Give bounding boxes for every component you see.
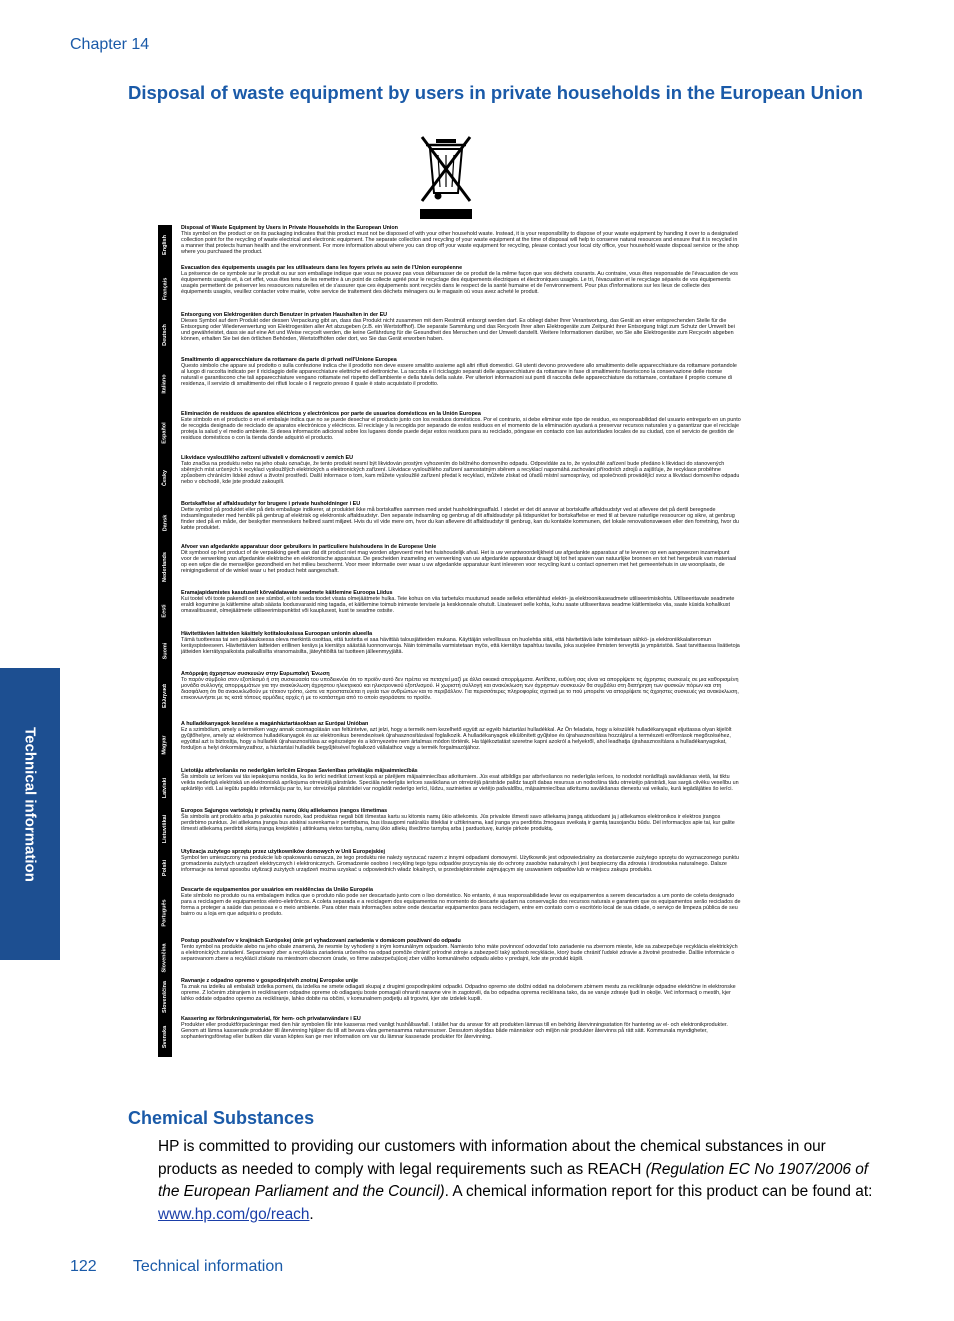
language-block-heading: Kassering av förbrukningsmaterial, för hem- och privatanvändare i EU bbox=[181, 1016, 361, 1022]
language-block-heading: A hulladékanyagok kezelése a magánháztartásokban az Európai Unióban bbox=[181, 721, 369, 727]
language-label bbox=[158, 411, 172, 455]
language-block-heading: Descarte de equipamentos por usuários em residências da União Européia bbox=[181, 887, 374, 893]
reach-link[interactable]: www.hp.com/go/reach bbox=[158, 1205, 310, 1223]
language-block bbox=[181, 357, 741, 411]
language-label-text: Português bbox=[162, 898, 169, 927]
language-block-text: Dit symbool op het product of de verpakking geeft aan dat dit product niet mag worden afgevoerd met het huishoudelijk afval. Het is uw verantwoordelijkheid uw afgedankte apparatuur af te leveren op een aangewezen inzamelpunt voor de verwerking van afgedankte elektrische en elektronische apparatuur. De gescheiden inzameling en verwerking van uw afgedankte apparatuur draagt bij tot het sparen van natuurlijke bronnen en tot het hergebruik van materiaal op een wijze die de menselijke gezondheid en het milieu beschermt. Voor meer informatie over waar u uw afgedankte apparatuur kunt inleveren voor recycling kunt u contact opnemen met het gemeentehuis in uw woonplaats, de reinigingsdienst of de winkel waar u het product hebt aangeschaft. bbox=[181, 550, 737, 575]
language-block-text: Produkter eller produktförpackningar med den här symbolen får inte kasseras med vanligt hushållsavfall. I stället har du ansvar för att produkten lämnas till en behörig återvinningsstation för hantering av el- och elektronikprodukter. Genom att lämna kasserade produkter till återvinning hjälper du till att bevara våra gemensamma naturresurser. Dessutom skyddas både människor och miljön när produkter återvinns på rätt sätt. Kommunala myndigheter, sophanteringsföretag eller butiken där varan köptes kan ge mer information om var du lämnar kasserade produkter för återvinning. bbox=[181, 1022, 728, 1041]
language-block-text: Ta znak na izdelku ali embalaži izdelka pomeni, da izdelka ne smete odlagati skupaj z drugimi gospodinjskimi odpadki. Odpadno opremo ste dolžni oddati na določenem zbirnem mestu za recikliranje odpadne električne in elektronske opreme. Z ločenim zbiranjem in recikliranjem odpadne opreme ob odlaganju boste pomagali ohraniti naravne vire in zagotovili, da bo odpadna oprema reciklirana tako, da se varuje zdravje ljudi in okolje. Več informacij o mestih, kjer lahko oddate odpadno opremo za recikliranje, lahko dobite na občini, v komunalnem podjetju ali trgovini, kjer ste izdelek kupili. bbox=[181, 984, 736, 1003]
language-block bbox=[181, 631, 741, 671]
language-block-text: Este símbolo en el producto o en el embalaje indica que no se puede desechar el producto junto con los residuos domésticos. Por el contrario, si debe eliminar este tipo de residuo, es responsabilidad del usuario entregarlo en un punto de recogida designado de reciclado de aparatos electrónicos y eléctricos. El reciclaje y la recogida por separado de estos residuos en el momento de la eliminación ayudará a preservar recursos naturales y a garantizar que el reciclaje proteja la salud y el medio ambiente. Si desea información adicional sobre los lugares donde puede dejar estos residuos para su reciclado, póngase en contacto con las autoridades locales de su ciudad, con el servicio de gestión de residuos domésticos o con la tienda donde adquirió el producto. bbox=[181, 417, 741, 442]
language-block bbox=[181, 808, 741, 849]
language-block bbox=[181, 455, 741, 501]
language-block bbox=[181, 887, 741, 938]
language-label-text: Česky bbox=[162, 469, 168, 487]
language-block-heading: Entsorgung von Elektrogeräten durch Benutzer in privaten Haushalten in der EU bbox=[181, 312, 388, 318]
language-block bbox=[181, 978, 741, 1016]
language-block-text: Šis simbolis ant produkto arba jo pakuotės nurodo, kad produktas negali būti išmestas kartu su kitomis namų ūkio atliekomis. Jūs privalote išmesti savo atliekamą įrangą atiduodami ją į atliekamos elektronikos ir elektros įrangos perdirbimo punktus. Jei atliekama įranga bus atskirai surenkama ir perdirbama, bus išsaugomi natūralūs ištekliai ir užtikrinama, kad įranga yra perdirbta žmogaus sveikatą ir gamtą tausojančiu būdu. Dėl informacijos apie tai, kur galite išmesti atliekamą perdirbti skirtą įrangą kreipkitės į atitinkamą vietos tarnybą, namų ūkio atliekų išvežimo tarnybą arba į parduotuvę, kurioje pirkote produktą. bbox=[181, 814, 735, 833]
language-block bbox=[181, 411, 741, 455]
language-block-text: Kui tootel või toote pakendil on see sümbol, ei tohi seda toodet visata olmejäätmete hulka. Teie kohus on viia tarbetuks muutunud seade selleks ettenähtud elektri- ja elektroonikaseadmete utiliseerimiskohta. Utiliseeritavate seadmete eraldi kogumine ja käitlemine aitab säästa loodusvarasid ning tagada, et käitlemine toimub inimeste tervisele ja keskkonnale ohutult. Lisateavet selle kohta, kuhu saate utiliseeritava seadme käitlemiseks viia, saate küsida kohalikust omavalitsusest, olmejäätmete utiliseerimispunktist või kauplusest, kust te seadme ostsite. bbox=[181, 596, 735, 615]
language-label-text: Eesti bbox=[162, 603, 168, 618]
language-label-text: Français bbox=[162, 277, 168, 300]
language-label bbox=[158, 808, 172, 849]
chemical-substances-paragraph bbox=[158, 1136, 878, 1226]
footer-section: Technical information bbox=[132, 1258, 284, 1275]
language-label-text: Lietuviškai bbox=[162, 814, 168, 843]
language-block-text: Questo simbolo che appare sul prodotto o sulla confezione indica che il prodotto non deve essere smaltito assieme agli altri rifiuti domestici. Gli utenti devono provvedere allo smaltimento delle apparecchiature da rottamare portandole al luogo di raccolta indicato per il riciclaggio delle apparecchiature elettriche ed elettroniche. La raccolta e il riciclaggio separati delle apparecchiature da rottamare in fase di smaltimento favoriscono la conservazione delle risorse naturali e garantiscono che tali apparecchiature vengano rottamate nel rispetto dell'ambiente e della tutela della salute. Per ulteriori informazioni sui punti di raccolta delle apparecchiature da rottamare, contattare il proprio comune di residenza, il servizio di smaltimento dei rifiuti locale o il negozio presso il quale è stato acquistato il prodotto. bbox=[181, 363, 737, 388]
language-block-text: La présence de ce symbole sur le produit ou sur son emballage indique que vous ne pouvez pas vous débarrasser de ce produit de la même façon que vos déchets courants. Au contraire, vous êtes responsable de l'évacuation de vos équipements usagés et, à cet effet, vous êtes tenu de les remettre à un point de collecte agréé pour le recyclage des équipements électriques et électroniques usagés. Le tri, l'évacuation et le recyclage séparés de vos équipements usagés permettent de préserver les ressources naturelles et de s'assurer que ces équipements sont recyclés dans le respect de la santé humaine et de l'environnement. Pour plus d'informations sur les lieux de collecte des équipements usagés, veuillez contacter votre mairie, votre service de traitement des déchets ménagers ou le magasin où vous avez acheté le produit. bbox=[181, 271, 738, 296]
language-block-text: Dette symbol på produktet eller på dets emballage indikerer, at produktet ikke må bortskaffes sammen med andet husholdningsaffald. I stedet er det dit ansvar at bortskaffe affaldsudstyr ved at aflevere det på dertil beregnede indsamlingssteder med henblik på genbrug af elektrisk og elektronisk affaldsudstyr. Den separate indsamling og genbrug af dit affaldsudstyr på tidspunktet for bortskaffelse er med til at bevare naturlige ressourcer og sikre, at genbrug finder sted på en måde, der beskytter menneskers helbred samt miljøet. Hvis du vil vide mere om, hvor du kan aflevere dit affaldsudstyr til genbrug, kan du kontakte kommunen, det lokale renovationsvæsen eller den forretning, hvor du købte produktet. bbox=[181, 507, 739, 532]
language-block-text: Symbol ten umieszczony na produkcie lub opakowaniu oznacza, że tego produktu nie należy wyrzucać razem z innymi odpadami domowymi. Użytkownik jest odpowiedzialny za dostarczenie zużytego sprzętu do wyznaczonego punktu gromadzenia zużytych urządzeń elektrycznych i elektronicznych. Gromadzenie osobno i recykling tego typu odpadów przyczynia się do ochrony zasobów naturalnych i jest bezpieczny dla zdrowia i środowiska naturalnego. Dalsze informacje na temat sposobu utylizacji zużytych urządzeń można uzyskać u odpowiednich władz lokalnych, w przedsiębiorstwie zajmującym się usuwaniem odpadów lub w miejscu zakupu produktu. bbox=[181, 855, 739, 874]
language-block-heading: Postup používateľov v krajinách Európskej únie pri vyhadzovaní zariadenia v domácom používaní do odpadu bbox=[181, 938, 461, 944]
chapter-header: Chapter 14 bbox=[70, 36, 150, 53]
language-label-text: Polski bbox=[162, 859, 169, 877]
technical-information-side-tab bbox=[0, 668, 60, 960]
language-label-text: Slovenčina bbox=[162, 943, 169, 973]
language-label bbox=[158, 312, 172, 357]
language-block bbox=[181, 225, 741, 265]
language-label bbox=[158, 671, 172, 721]
language-block bbox=[181, 265, 741, 312]
language-block bbox=[181, 312, 741, 357]
language-block-text: Dieses Symbol auf dem Produkt oder dessen Verpackung gibt an, dass das Produkt nicht zusammen mit dem Restmüll entsorgt werden darf. Es obliegt daher Ihrer Verantwortung, das Gerät an einer entsprechenden Stelle für die Entsorgung oder Wiederverwertung von Elektrogeräten aller Art abzugeben (z.B. ein Wertstoffhof). Die separate Sammlung und das Recyceln Ihrer alten Elektrogeräte zum Zeitpunkt ihrer Entsorgung trägt zum Schutz der Umwelt bei und gewährleistet, dass sie auf eine Art und Weise recycelt werden, die keine Gefährdung für die Gesundheit des Menschen und der Umwelt darstellt. Weitere Informationen darüber, wo Sie alte Elektrogeräte zum Recyceln abgeben können, erhalten Sie bei den örtlichen Behörden, Wertstoffhöfen oder dort, wo Sie das Gerät erworben haben. bbox=[181, 318, 735, 343]
language-label bbox=[158, 978, 172, 1016]
language-label bbox=[158, 501, 172, 544]
language-label-text: English bbox=[162, 235, 168, 255]
language-block-heading: Hävitettävien laitteiden käsittely kotitalouksissa Euroopan unionin alueella bbox=[181, 631, 373, 637]
language-label bbox=[158, 265, 172, 312]
crossed-out-wheelie-bin-icon bbox=[416, 131, 476, 221]
language-block-text: Ez a szimbólum, amely a terméken vagy annak csomagolásán van feltüntetve, azt jelzi, hogy a termék nem kezelhető együtt az egyéb háztartási hulladékkal. Az Ön feladata, hogy a készülék hulladékanyagait eljuttassa olyan kijelölt gyűjtőhelyre, amely az elektromos hulladékanyagok és az elektronikus berendezések újrahasznosításával foglalkozik. A hulladékanyagok elkülönített gyűjtése és újrahasznosítása hozzájárul a természeti erőforrások megőrzéséhez, egyúttal azt is biztosítja, hogy a hulladék újrahasznosítása az egészségre és a környezetre nem ártalmas módon történik. Ha tájékoztatást szeretne kapni azokról a helyekről, ahol leadhatja újrahasznosításra a hulladékanyagokat, forduljon a helyi önkormányzathoz, a háztartási hulladék begyűjtésével foglalkozó vállalathoz vagy a termék forgalmazójához. bbox=[181, 727, 732, 752]
language-label bbox=[158, 887, 172, 938]
language-label-text: Nederlands bbox=[162, 552, 168, 582]
language-block-heading: Disposal of Waste Equipment by Users in Private Households in the European Union bbox=[181, 225, 398, 231]
language-block-heading: Europos Sąjungos vartotojų ir privačių namų ūkių atliekamos įrangos išmetimas bbox=[181, 808, 388, 814]
language-block bbox=[181, 768, 741, 808]
language-label-text: Svenska bbox=[162, 1025, 169, 1048]
language-block bbox=[181, 721, 741, 768]
language-block-text: This symbol on the product or on its packaging indicates that this product must not be disposed of with your other household waste. Instead, it is your responsibility to dispose of your waste equipment by handing it over to a designated collection point for the recycling of waste electrical and electronic equipment. The separate collection and recycling of your waste equipment at the time of disposal will help to conserve natural resources and ensure that it is recycled in a manner that protects human health and the environment. For more information about where you can drop off your waste equipment for recycling, please contact your local city office, your household waste disposal service or the shop where you purchased the product. bbox=[181, 231, 739, 256]
page-footer bbox=[70, 1258, 283, 1276]
language-label-text: Suomi bbox=[162, 642, 168, 660]
language-label-text: Deutsch bbox=[162, 323, 169, 346]
language-label-text: Dansk bbox=[162, 514, 169, 531]
language-block bbox=[181, 849, 741, 887]
language-label-text: Español bbox=[162, 422, 168, 444]
chemical-text-1: HP is committed to providing our customers with information about the chemical substances in our products as needed to comply with legal requirements such as REACH bbox=[158, 1138, 826, 1178]
language-block-heading: Eramajapidamistes kasutuselt kõrvaldatavate seadmete käitlemine Euroopa Liidus bbox=[181, 590, 393, 596]
language-label bbox=[158, 631, 172, 671]
page-title: Disposal of waste equipment by users in private households in the European Union bbox=[128, 82, 863, 103]
language-block-text: Tämä tuotteessa tai sen pakkauksessa oleva merkintä osoittaa, että tuotetta ei saa hävittää talousjätteiden mukana. Käyttäjän velvollisuus on huolehtia siitä, että hävitettävä laite toimitetaan sähkö- ja elektroniikkalaiteromun keräyspisteeseen. Hävitettävien laitteiden erillinen keräys ja kierrätys säästää luonnonvaroja. Näin toimimalla varmistetaan myös, että kierrätys tapahtuu tavalla, joka suojelee ihmisten terveyttä ja ympäristöä. Saat tarvittaessa lisätietoja jätteiden kierrätyspaikoista paikallisilta viranomaisilta, jäteyhtiöiltä tai tuotteen jälleenmyyjältä. bbox=[181, 637, 740, 656]
page-number: 122 bbox=[70, 1258, 97, 1275]
language-label bbox=[158, 721, 172, 768]
language-block-heading: Lietotāju atbrīvošanās no nederīgām ierīcēm Eiropas Savienības privātajās mājsaimniecībās bbox=[181, 768, 418, 774]
language-block-heading: Bortskaffelse af affaldsudstyr for brugere i private husholdninger i EU bbox=[181, 501, 361, 507]
language-block bbox=[181, 501, 741, 544]
language-block-heading: Απόρριψη άχρηστων συσκευών στην Ευρωπαϊκή Ένωση bbox=[181, 671, 330, 677]
language-block-heading: Eliminación de residuos de aparatos eléctricos y electrónicos por parte de usuarios domésticos en la Unión Europea bbox=[181, 411, 481, 417]
language-label bbox=[158, 225, 172, 265]
language-label-text: Italiano bbox=[162, 374, 169, 394]
language-label-text: Latviski bbox=[162, 777, 169, 799]
side-tab-label: Technical information bbox=[21, 727, 39, 882]
language-block bbox=[181, 938, 741, 978]
language-label bbox=[158, 455, 172, 501]
language-block-text: Το παρόν σύμβολο στον εξοπλισμό ή στη συσκευασία του υποδεικνύει ότι το προϊόν αυτό δεν πρέπει να πεταχτεί μαζί με άλλα οικιακά απορρίμματα. Αντίθετα, ευθύνη σας είναι να απορρίψετε τις άχρηστες συσκευές σε μια καθορισμένη μονάδα συλλογής απορριμμάτων για την ανακύκλωση άχρηστου ηλεκτρικού και ηλεκτρονικού εξοπλισμού. Η χωριστή συλλογή και ανακύκλωση των άχρηστων συσκευών θα συμβάλει στη διατήρηση των φυσικών πόρων και στη διασφάλιση ότι θα ανακυκλωθούν με τέτοιον τρόπο, ώστε να προστατεύεται η υγεία των ανθρώπων και το περιβάλλον. Για περισσότερες πληροφορίες σχετικά με το πού μπορείτε να απορρίψετε τις άχρηστες συσκευές για ανακύκλωση, επικοινωνήστε με τις κατά τόπους αρμόδιες αρχές ή με το κατάστημα από το οποίο αγοράσατε το προϊόν. bbox=[181, 677, 739, 702]
language-block-text: Tento symbol na produkte alebo na jeho obale znamená, že nesmie by vyhodený s iným komunálnym odpadom. Namiesto toho máte povinnosť odovzdať toto zariadenie na zbernom mieste, kde sa zabezpečuje recyklácia elektrických a elektronických zariadení. Separovaný zber a recyklácia zariadenia určeného na odpad pomôže chrániť prírodné zdroje a zabezpečí taký spôsob recyklácie, ktorý bude chrániť ľudské zdravie a životné prostredie. Ďalšie informácie o separovanom zbere a recyklácii získate na miestnom obecnom úrade, vo firme zabezpečujúcej zber vášho komunálneho odpadu alebo v predajni, kde ste produkt kúpili. bbox=[181, 944, 738, 963]
chemical-text-italic: (Regulation EC No 1907/2006 of the European Parliament and the Council) bbox=[158, 1160, 869, 1201]
language-block-heading: Évacuation des équipements usagés par les utilisateurs dans les foyers privés au sein de l'Union européenne bbox=[181, 265, 463, 271]
language-label-text: Magyar bbox=[162, 734, 169, 755]
language-block bbox=[181, 544, 741, 590]
language-label bbox=[158, 849, 172, 887]
language-label bbox=[158, 357, 172, 411]
language-block-heading: Smaltimento di apparecchiature da rottamare da parte di privati nell'Unione Europea bbox=[181, 357, 397, 363]
language-label-text: Ελληνικά bbox=[162, 684, 168, 708]
language-block bbox=[181, 1016, 741, 1057]
language-block-heading: Likvidace vysloužilého zařízení uživateli v domácnosti v zemích EU bbox=[181, 455, 353, 461]
weee-notice-panel bbox=[158, 225, 742, 1057]
language-block-text: Este símbolo no produto ou na embalagem indica que o produto não pode ser descartado junto com o lixo doméstico. No entanto, é sua responsabilidade levar os equipamentos a serem descartados a um ponto de coleta designado para a reciclagem de equipamentos eletro-eletrônicos. A coleta separada e a reciclagem dos equipamentos no momento do descarte ajudam na conservação dos recursos naturais e garantem que os equipamentos serão reciclados de forma a proteger a saúde das pessoas e o meio ambiente. Para obter mais informações sobre onde descartar equipamentos para reciclagem, entre em contato com o escritório local de sua cidade, o serviço de limpeza pública de seu bairro ou a loja em que adquiriu o produto. bbox=[181, 893, 741, 918]
chemical-substances-heading: Chemical Substances bbox=[128, 1108, 315, 1128]
language-block-text: Šis simbols uz ierīces vai tās iepakojuma norāda, ka šo ierīci nedrīkst izmest kopā ar pārējiem mājsaimniecības atkritumiem. Jūs esat atbildīgs par atbrīvošanos no nederīgās ierīces, to nododot norādītajā savākšanas vietā, lai tiktu veikta nederīgā elektriskā un elektroniskā aprīkojuma otrreizējā pārstrāde. Speciāla nederīgās ierīces savākšana un otrreizējā pārstrāde palīdz taupīt dabas resursus un nodrošina tādu otrreizējo pārstrādi, kas sargā cilvēku veselību un apkārtējo vidi. Lai iegūtu papildu informāciju par to, kur otrreizējai pārstrādei var nogādāt nederīgo ierīci, lūdzu, sazinieties ar vietējo pašvaldību, mājsaimniecības atkritumu savākšanas dienestu vai veikalu, kurā iegādājāties šo ierīci. bbox=[181, 774, 739, 793]
chemical-text-end: . bbox=[309, 1205, 314, 1223]
language-block bbox=[181, 590, 741, 631]
language-label bbox=[158, 544, 172, 590]
language-label-text: Slovenščina bbox=[162, 980, 169, 1014]
chemical-text-2: . A chemical information report for this product can be found at: bbox=[444, 1183, 873, 1201]
language-block-heading: Afvoer van afgedankte apparatuur door gebruikers in particuliere huishoudens in de Europese Unie bbox=[181, 544, 437, 550]
language-label bbox=[158, 590, 172, 631]
language-label bbox=[158, 938, 172, 978]
language-block-text: Tato značka na produktu nebo na jeho obalu označuje, že tento produkt nesmí být likvidován prostým vyhozením do běžného domovního odpadu. Odpovídáte za to, že vysloužilé zařízení bude předáno k likvidaci do stanovených sběrných míst určených k recyklaci vysloužilých elektrických a elektronických zařízení. Likvidace vysloužilého zařízení samostatným sběrem a recyklací napomáhá zachování přírodních zdrojů a zajišťuje, že recyklace proběhne způsobem chránícím lidské zdraví a životní prostředí. Další informace o tom, kam můžete vysloužilé zařízení předat k recyklaci, můžete získat od úřadů místní samosprávy, od společnosti provádějící svoz a likvidaci domovního odpadu nebo v obchodě, kde jste produkt zakoupili. bbox=[181, 461, 740, 486]
language-column bbox=[158, 225, 172, 1057]
language-label bbox=[158, 1016, 172, 1057]
language-block bbox=[181, 671, 741, 721]
language-block-heading: Utylizacja zużytego sprzętu przez użytkowników domowych w Unii Europejskiej bbox=[181, 849, 385, 855]
language-label bbox=[158, 768, 172, 808]
language-block-heading: Ravnanje z odpadno opremo v gospodinjstvih znotraj Evropske unije bbox=[181, 978, 359, 984]
